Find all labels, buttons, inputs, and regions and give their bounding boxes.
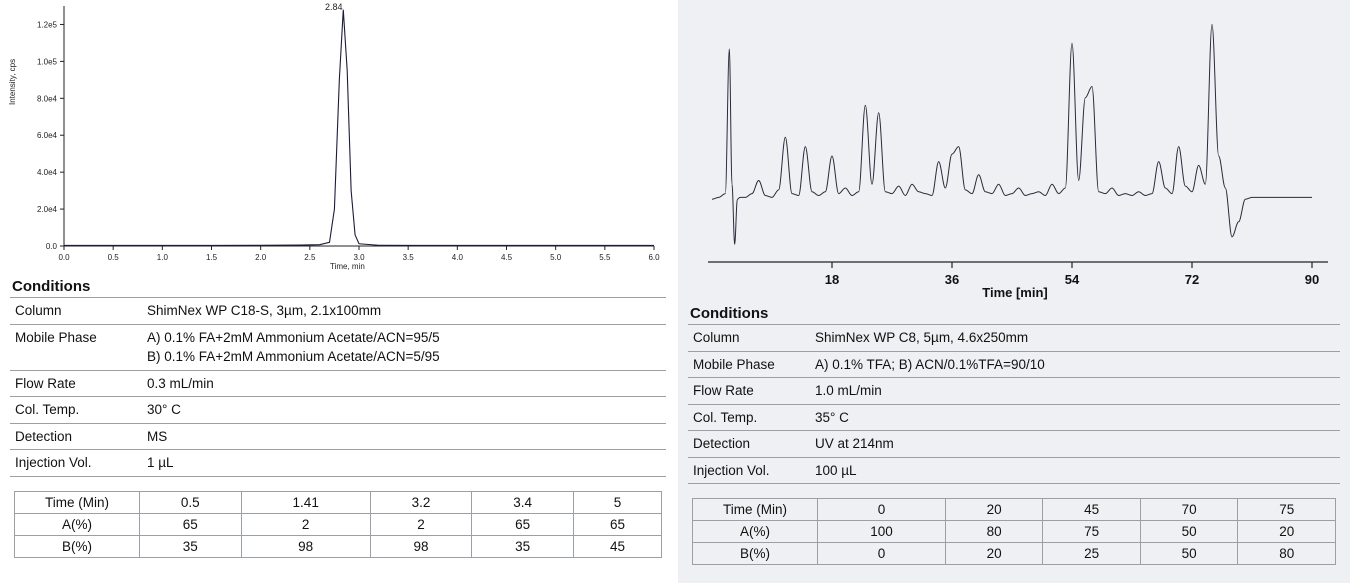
condition-value: ShimNex WP C8, 5µm, 4.6x250mm [810, 325, 1340, 352]
gradient-row-label: A(%) [15, 513, 140, 535]
table-row [688, 351, 1340, 378]
gradient-cell: 98 [370, 535, 472, 557]
condition-label: Injection Vol. [10, 450, 142, 477]
gradient-cell: 20 [945, 499, 1043, 521]
gradient-cell: 3.4 [472, 491, 574, 513]
right-conditions-block [678, 305, 1350, 484]
condition-value: UV at 214nm [810, 431, 1340, 458]
gradient-cell: 20 [1238, 521, 1336, 543]
condition-label: Col. Temp. [10, 397, 142, 424]
svg-text:3.5: 3.5 [402, 253, 414, 262]
svg-text:8.0e4: 8.0e4 [36, 94, 57, 104]
svg-text:3.0: 3.0 [353, 253, 365, 262]
gradient-row-a [693, 521, 1336, 543]
table-row [10, 298, 666, 325]
left-conditions-title: Conditions [12, 278, 91, 295]
gradient-cell: 80 [1238, 543, 1336, 565]
gradient-cell: 45 [1043, 499, 1141, 521]
mobile-phase-a: A) 0.1% FA+2mM Ammonium Acetate/ACN=95/5 [147, 329, 440, 345]
svg-text:0.0: 0.0 [45, 242, 57, 251]
left-gradient-block [0, 491, 676, 558]
gradient-row-label: B(%) [693, 543, 818, 565]
svg-text:36: 36 [944, 272, 960, 287]
condition-value: MS [142, 423, 666, 450]
gradient-cell: 0 [818, 499, 946, 521]
left-y-axis-label: Intensity, cps [8, 58, 17, 105]
svg-text:4.0: 4.0 [451, 253, 463, 262]
table-row [10, 423, 666, 450]
gradient-row-time [693, 499, 1336, 521]
gradient-cell: 80 [945, 521, 1043, 543]
right-conditions-table [688, 324, 1340, 484]
svg-text:1.2e5: 1.2e5 [36, 20, 57, 30]
right-gradient-block [678, 498, 1350, 565]
gradient-cell: 75 [1238, 499, 1336, 521]
right-conditions-title: Conditions [690, 305, 769, 322]
gradient-cell: 75 [1043, 521, 1141, 543]
condition-value: 30° C [142, 397, 666, 424]
condition-label: Detection [688, 431, 810, 458]
gradient-cell: 3.2 [370, 491, 472, 513]
gradient-row-b [15, 535, 662, 557]
right-x-axis-label: Time [min] [982, 285, 1048, 300]
gradient-cell: 65 [140, 513, 242, 535]
gradient-row-label: Time (Min) [693, 499, 818, 521]
gradient-cell: 45 [574, 535, 662, 557]
condition-value: ShimNex WP C18-S, 3µm, 2.1x100mm [142, 298, 666, 325]
gradient-cell: 70 [1140, 499, 1238, 521]
condition-label: Flow Rate [10, 370, 142, 397]
gradient-cell: 65 [472, 513, 574, 535]
right-chromatogram [678, 0, 1350, 305]
table-row [10, 397, 666, 424]
right-gradient-table [692, 498, 1336, 565]
mobile-phase-b: B) 0.1% FA+2mM Ammonium Acetate/ACN=5/95 [147, 349, 440, 365]
gradient-cell: 50 [1140, 521, 1238, 543]
table-row [688, 378, 1340, 405]
left-gradient-table [14, 491, 662, 558]
svg-text:2.0: 2.0 [255, 253, 267, 262]
left-conditions-table [10, 297, 666, 477]
condition-label: Detection [10, 423, 142, 450]
svg-text:6.0: 6.0 [648, 253, 660, 262]
svg-text:0.5: 0.5 [107, 253, 119, 262]
svg-text:0.0: 0.0 [58, 253, 70, 262]
gradient-cell: 100 [818, 521, 946, 543]
gradient-cell: 65 [574, 513, 662, 535]
svg-text:2.0e4: 2.0e4 [36, 205, 57, 215]
table-row [10, 370, 666, 397]
condition-value: A) 0.1% TFA; B) ACN/0.1%TFA=90/10 [810, 351, 1340, 378]
svg-text:1.0e5: 1.0e5 [36, 57, 57, 67]
svg-text:90: 90 [1304, 272, 1320, 287]
gradient-cell: 0.5 [140, 491, 242, 513]
table-row [10, 450, 666, 477]
condition-value: 35° C [810, 404, 1340, 431]
left-chart-svg [0, 0, 676, 278]
gradient-row-label: B(%) [15, 535, 140, 557]
condition-label: Column [688, 325, 810, 352]
svg-text:54: 54 [1064, 272, 1080, 287]
condition-label: Mobile Phase [688, 351, 810, 378]
left-x-axis-label: Time, min [330, 262, 365, 271]
right-chart-svg [678, 0, 1350, 290]
condition-label: Column [10, 298, 142, 325]
gradient-cell: 35 [472, 535, 574, 557]
condition-value: 1.0 mL/min [810, 378, 1340, 405]
gradient-cell: 2 [370, 513, 472, 535]
left-conditions-block [0, 278, 676, 477]
condition-label: Injection Vol. [688, 457, 810, 484]
gradient-cell: 98 [241, 535, 370, 557]
gradient-row-time [15, 491, 662, 513]
gradient-cell: 1.41 [241, 491, 370, 513]
svg-text:4.5: 4.5 [500, 253, 513, 262]
svg-text:6.0e4: 6.0e4 [36, 131, 57, 141]
table-row [688, 325, 1340, 352]
gradient-row-b [693, 543, 1336, 565]
table-row [688, 431, 1340, 458]
gradient-cell: 2 [241, 513, 370, 535]
svg-text:2.5: 2.5 [304, 253, 316, 262]
condition-label: Flow Rate [688, 378, 810, 405]
condition-value: 1 µL [142, 450, 666, 477]
gradient-row-label: A(%) [693, 521, 818, 543]
table-row [688, 457, 1340, 484]
gradient-row-label: Time (Min) [15, 491, 140, 513]
svg-text:5.0: 5.0 [550, 253, 562, 262]
left-peak-label: 2.84 [325, 2, 343, 12]
gradient-cell: 0 [818, 543, 946, 565]
svg-text:4.0e4: 4.0e4 [36, 168, 57, 178]
left-chromatogram [0, 0, 676, 278]
gradient-cell: 20 [945, 543, 1043, 565]
table-row [10, 324, 666, 370]
svg-text:1.0: 1.0 [156, 253, 168, 262]
gradient-cell: 5 [574, 491, 662, 513]
gradient-cell: 50 [1140, 543, 1238, 565]
svg-text:5.5: 5.5 [599, 253, 611, 262]
condition-value: 0.3 mL/min [142, 370, 666, 397]
gradient-cell: 25 [1043, 543, 1141, 565]
table-row [688, 404, 1340, 431]
condition-value: 100 µL [810, 457, 1340, 484]
svg-text:72: 72 [1184, 272, 1200, 287]
svg-text:1.5: 1.5 [205, 253, 218, 262]
gradient-row-a [15, 513, 662, 535]
condition-label: Col. Temp. [688, 404, 810, 431]
svg-text:18: 18 [824, 272, 840, 287]
right-panel [676, 0, 1350, 583]
condition-value [142, 324, 666, 370]
condition-label: Mobile Phase [10, 324, 142, 370]
gradient-cell: 35 [140, 535, 242, 557]
